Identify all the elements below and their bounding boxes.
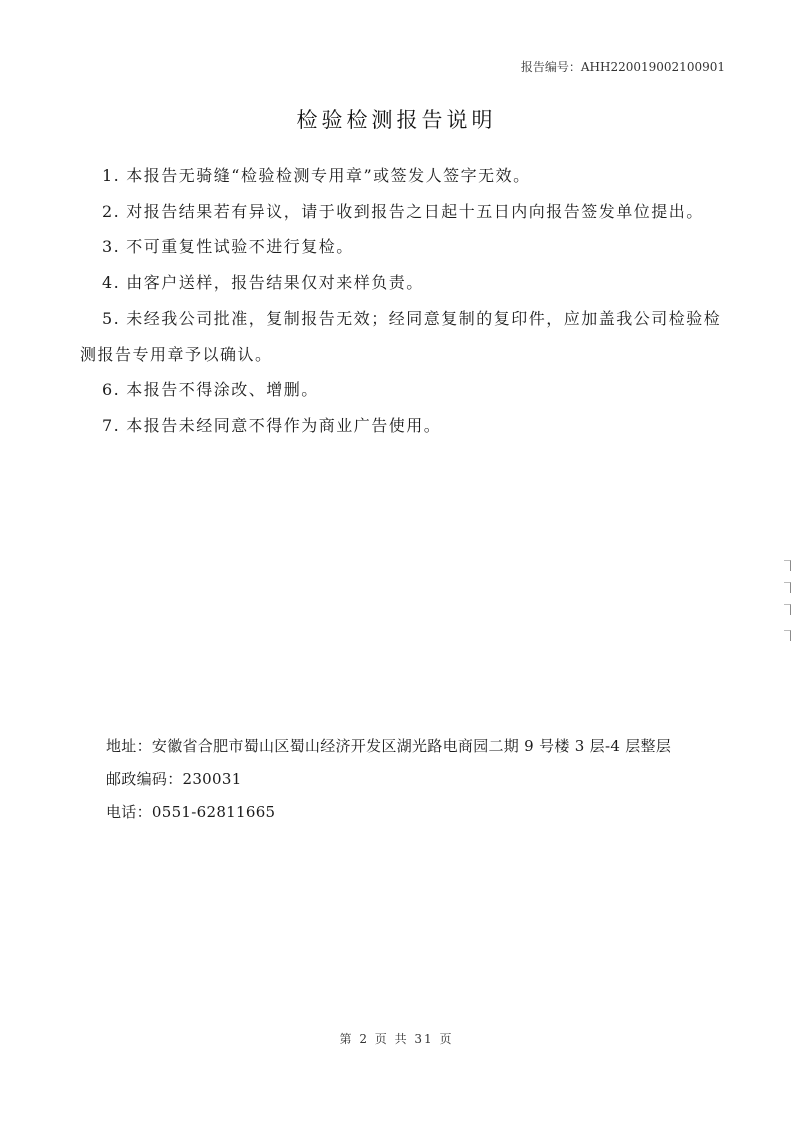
address-label: 地址： (106, 737, 152, 755)
note-item-2 (80, 194, 730, 230)
seal-edge-mark (784, 604, 791, 615)
address-row (106, 730, 726, 763)
seal-edge-mark (784, 582, 791, 593)
postcode: 邮政编码：230031 (106, 770, 242, 788)
note-number: 6. (102, 380, 121, 400)
note-text: 本报告未经同意不得作为商业广告使用。 (126, 415, 442, 435)
page-number: 第 2 页 共 31 页 (339, 1032, 454, 1046)
note-item-1 (80, 158, 730, 194)
note-text: 本报告不得涂改、增删。 (126, 380, 319, 400)
contact-info (106, 730, 726, 829)
note-item-3 (80, 229, 730, 265)
phone-number: 电话：0551-62811665 (106, 803, 276, 821)
seal-edge-marks (779, 558, 793, 648)
note-text: 未经我公司批准，复制报告无效；经同意复制的复印件，应加盖我公司检验检测报告专用章予以确认。 (80, 308, 722, 364)
note-number: 5. (102, 308, 121, 328)
note-item-4 (80, 265, 730, 301)
note-item-7 (80, 408, 730, 444)
note-text: 本报告无骑缝“检验检测专用章”或签发人签字无效。 (126, 166, 531, 185)
note-number: 2. (102, 201, 121, 221)
note-number: 1. (102, 166, 121, 185)
note-text: 不可重复性试验不进行复检。 (126, 237, 354, 257)
note-text: 由客户送样，报告结果仅对来样负责。 (126, 273, 424, 293)
note-number: 4. (102, 273, 121, 293)
note-item-5 (80, 301, 730, 372)
note-item-6 (80, 372, 730, 408)
notes-list (80, 158, 730, 444)
note-number: 3. (102, 237, 121, 257)
report-number: 报告编号：AHH220019002100901 (520, 60, 725, 74)
seal-edge-mark (784, 630, 791, 641)
address-value: 安徽省合肥市蜀山区蜀山经济开发区湖光路电商园二期 9 号楼 3 层-4 层整层 (151, 737, 672, 755)
note-number: 7. (102, 415, 121, 435)
seal-edge-mark (784, 560, 791, 571)
note-text: 对报告结果若有异议，请于收到报告之日起十五日内向报告签发单位提出。 (126, 201, 704, 221)
page-title: 检验检测报告说明 (296, 108, 497, 132)
